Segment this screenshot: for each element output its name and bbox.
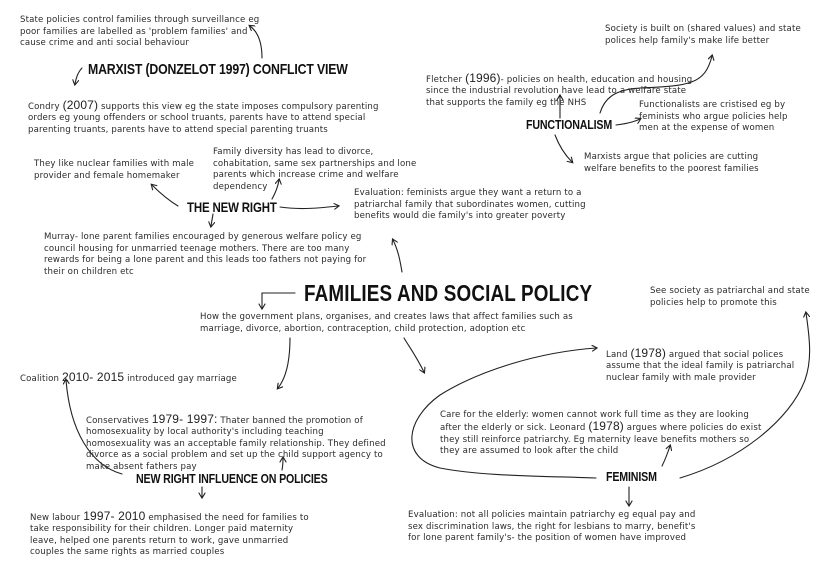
feminism-evaluation: Evaluation: not all policies maintain patriarchy eg equal pay and sex discrimination laws, the right for lesbians to marry, benefit's for lone parent family's- the position of women have improved <box>408 510 696 544</box>
newlabour-note <box>30 499 315 559</box>
arrow-marxist-to-condry <box>75 68 82 84</box>
arrow-newright-to-murray <box>211 214 213 226</box>
feminism-patriarchal-note: See society as patriarchal and state policies help to promote this <box>650 286 810 308</box>
newlabour-year: 1997- 2010 <box>83 508 146 523</box>
murray-note: Murray- lone parent families encouraged by generous welfare policy eg council housing for unmarried teenage mothers. There are too many rewards for being a lone parent and this leads too fathers not paying for their on children etc <box>44 232 367 277</box>
functionalism-marxists-argue: Marxists argue that policies are cutting welfare benefits to the poorest families <box>584 152 759 174</box>
conservatives-pre: Conservatives <box>86 415 152 426</box>
conservatives-post: Thater banned the promotion of homosexuality by local authority's including teaching homosexuality was an acceptable family relationship. They defined divorce as a social problem and set up the child support agency to make absent fathers pay <box>86 415 386 472</box>
coalition-note <box>20 360 280 385</box>
land-note <box>606 336 806 384</box>
elderly-year: (1978) <box>588 419 624 434</box>
condry-note <box>28 88 408 136</box>
condry-year: (2007) <box>62 97 99 112</box>
coalition-pre: Coalition <box>20 373 62 384</box>
newright-heading: THE NEW RIGHT <box>187 199 277 215</box>
conservatives-year: 1979- 1997: <box>151 411 218 426</box>
land-year: (1978) <box>630 345 667 360</box>
newlabour-post: emphasised the need for families to take responsibility for their children. Longer paid maternity leave, helped one parents return to work, gave unmarried couples the same rights as married couples <box>30 512 309 558</box>
elderly-pre: Care for the elderly: women cannot work full time as they are looking after the elderly or sick. Leonard <box>440 409 750 434</box>
elderly-note <box>440 398 770 458</box>
marxist-control-note: State policies control families through surveillance eg poor families are labelled as 'problem families' and cause crime and anti social behaviour <box>20 15 260 49</box>
functionalism-heading: FUNCTIONALISM <box>526 117 613 132</box>
newright-influence-heading: NEW RIGHT INFLUENCE ON POLICIES <box>136 471 328 486</box>
coalition-year: 2010- 2015 <box>62 369 125 384</box>
arrow-func-to-criticism <box>616 119 640 125</box>
definition-note: How the government plans, organises, and creates laws that affect families such as marriage, divorce, abortion, contraception, child protection, adoption etc <box>200 312 573 334</box>
coalition-post: introduced gay marriage <box>124 373 237 384</box>
arrow-newright-to-nuclear <box>152 185 178 206</box>
fletcher-pre: Fletcher <box>426 74 466 85</box>
arrow-def-to-feminism <box>404 338 424 372</box>
arrow-func-to-marxists <box>555 135 572 162</box>
elderly-post: argues where policies do exist they still reinforce patriarchy. Eg maternity leave benefits mothers so they are assumed to look after the child <box>440 423 762 457</box>
feminism-heading: FEMINISM <box>606 469 657 484</box>
marxist-heading: MARXIST (DONZELOT 1997) CONFLICT VIEW <box>88 61 348 78</box>
arrow-title-to-murray <box>393 240 402 272</box>
condry-pre: Condry <box>28 101 63 112</box>
condry-post: supports this view eg the state imposes compulsory parenting orders eg young offenders or school truants, parents have to attend special parenting truants, parents have to attend special parenting truants <box>28 101 379 135</box>
functionalism-criticism: Functionalists are cristised eg by feminists who argue policies help men at the expense of women <box>639 100 788 134</box>
land-post: argued that social polices assume that the ideal family is patriarchal nuclear family with male provider <box>606 349 795 383</box>
newright-nuclear-note: They like nuclear families with male provider and female homemaker <box>34 159 195 181</box>
main-title: FAMILIES AND SOCIAL POLICY <box>304 280 593 306</box>
newright-evaluation: Evaluation: feminists argue they want a return to a patriarchal family that subordinates women, cutting benefits would die family's into greater poverty <box>354 188 586 222</box>
conservatives-note <box>86 402 386 474</box>
newright-diversity-note: Family diversity has lead to divorce, cohabitation, same sex partnerships and lone parents which increase crime and welfare dependency <box>213 147 417 192</box>
land-pre: Land <box>606 349 631 360</box>
arrow-newright-to-eval <box>280 206 338 209</box>
fletcher-post: - policies on health, education and housing since the industrial revolution have lead to a welfare state that supports the family eg the NHS <box>426 74 693 108</box>
functionalism-shared-values: Society is built on (shared values) and state polices help family's make life better <box>605 24 801 46</box>
newlabour-pre: New labour <box>30 512 84 523</box>
arrow-title-to-definition <box>262 293 295 308</box>
fletcher-year: (1996) <box>465 70 501 85</box>
